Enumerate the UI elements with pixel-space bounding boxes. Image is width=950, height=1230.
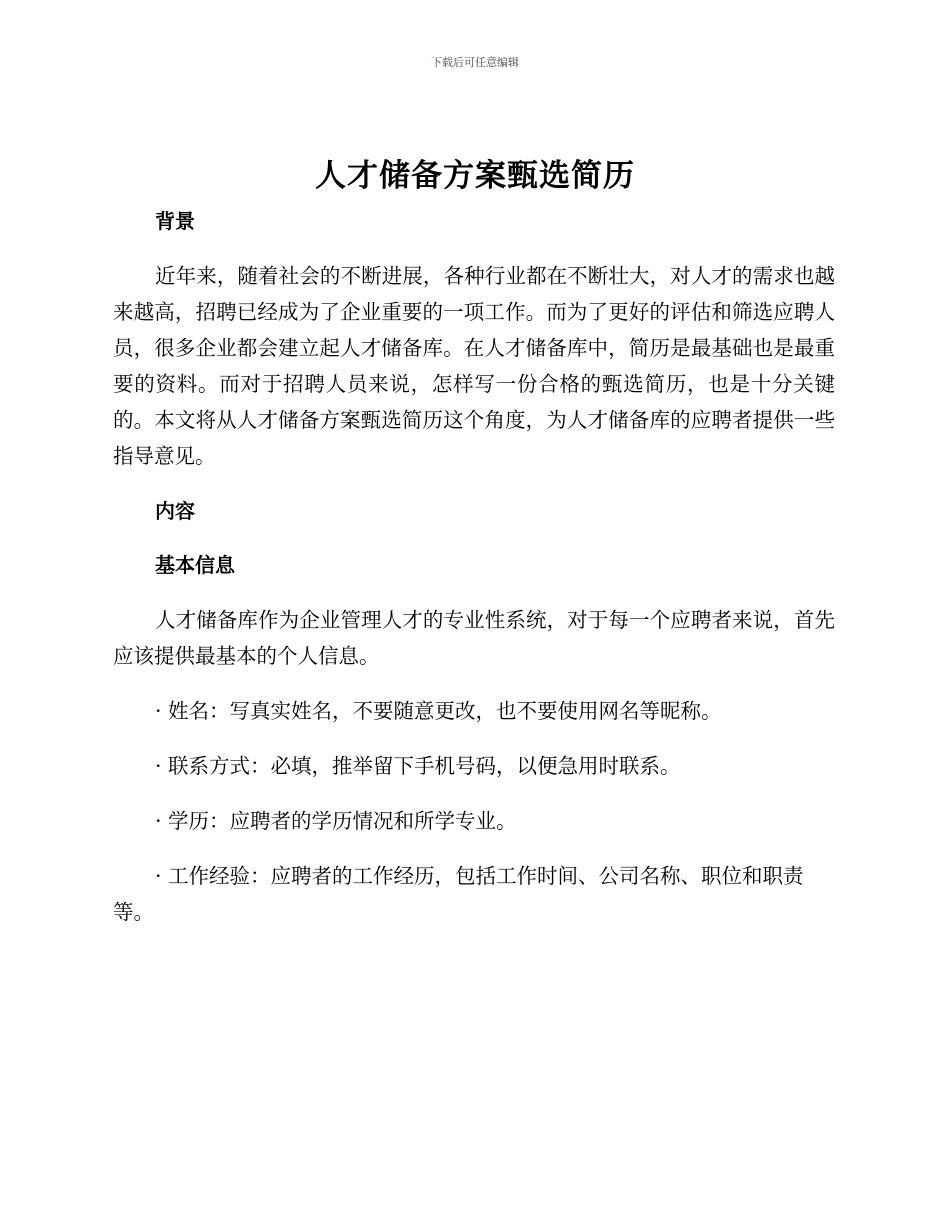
basic-info-paragraph: 人才储备库作为企业管理人才的专业性系统，对于每一个应聘者来说，首先应该提供最基本的个人信息。 (113, 608, 835, 668)
section-heading-background: 背景 (155, 209, 195, 233)
background-paragraph: 近年来，随着社会的不断进展，各种行业都在不断壮大，对人才的需求也越来越高，招聘已经成为了企业重要的一项工作。而为了更好的评估和筛选应聘人员，很多企业都会建立起人才储备库。在人才储备库中，简历是最基础也是最重要的资料。而对于招聘人员来说，怎样写一份合格的甄选简历，也是十分关键的。本文将从人才储备方案甄选简历这个角度，为人才储备库的应聘者提供一些指导意见。 (113, 264, 835, 468)
bullet-item-education: · 学历：应聘者的学历情况和所学专业。 (155, 809, 517, 833)
page-header-note: 下载后可任意编辑 (431, 56, 519, 69)
bullet-item-name: · 姓名：写真实姓名，不要随意更改，也不要使用网名等昵称。 (155, 699, 722, 723)
bullet-item-contact: · 联系方式：必填，推举留下手机号码，以便急用时联系。 (155, 754, 681, 778)
section-heading-basic-info: 基本信息 (155, 553, 235, 577)
section-heading-content: 内容 (155, 499, 195, 523)
document-body (113, 204, 835, 949)
bullet-item-work-experience: · 工作经验：应聘者的工作经历，包括工作时间、公司名称、职位和职责等。 (113, 864, 804, 924)
document-title: 人才储备方案甄选简历 (315, 158, 635, 194)
